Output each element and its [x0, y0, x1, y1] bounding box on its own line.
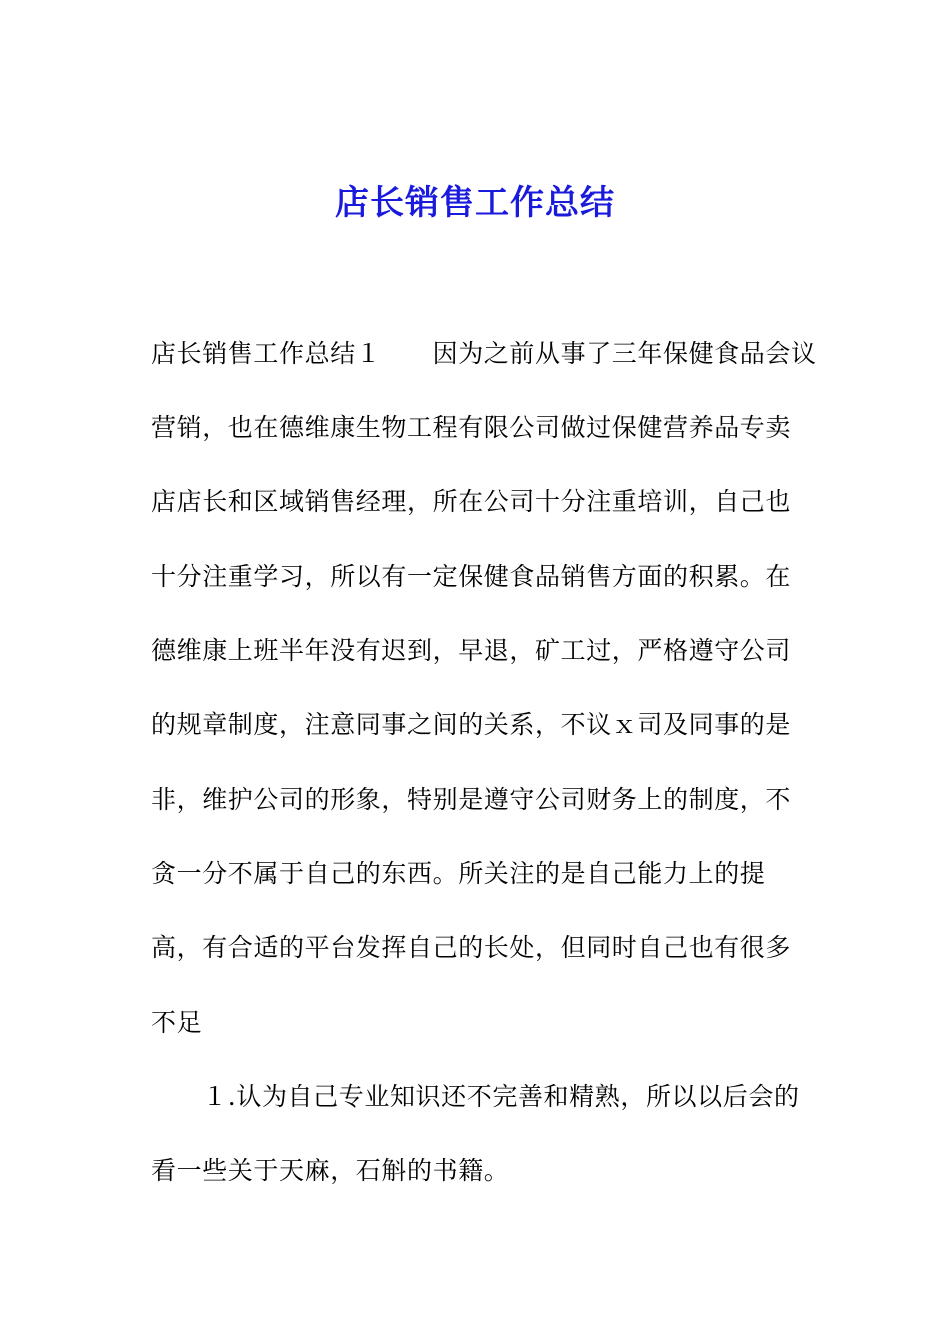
- body-line-8: 贪一分不属于自己的东西。所关注的是自己能力上的提: [151, 859, 766, 888]
- body-line-4: 十分注重学习，所以有一定保健食品销售方面的积累。在: [151, 562, 792, 591]
- body-line-12: 看一些关于天麻，石斛的书籍。: [151, 1156, 510, 1185]
- body-line-6: 的规章制度，注意同事之间的关系，不议ｘ司及同事的是: [151, 710, 792, 739]
- body-line-1: 店长销售工作总结１ 因为之前从事了三年保健食品会议: [151, 339, 817, 368]
- body-line-9: 高，有合适的平台发挥自己的长处，但同时自己也有很多: [151, 933, 792, 962]
- body-line-2: 营销，也在德维康生物工程有限公司做过保健营养品专卖: [151, 413, 792, 442]
- body-line-10: 不足: [151, 1008, 203, 1037]
- body-line-5: 德维康上班半年没有迟到，早退，矿工过，严格遵守公司: [151, 636, 792, 665]
- document-title: 店长销售工作总结: [335, 183, 615, 223]
- body-line-11: １.认为自己专业知识还不完善和精熟，所以以后会的: [151, 1082, 800, 1111]
- body-line-7: 非，维护公司的形象，特别是遵守公司财务上的制度，不: [151, 785, 792, 814]
- body-line-3: 店店长和区域销售经理，所在公司十分注重培训，自己也: [151, 487, 792, 516]
